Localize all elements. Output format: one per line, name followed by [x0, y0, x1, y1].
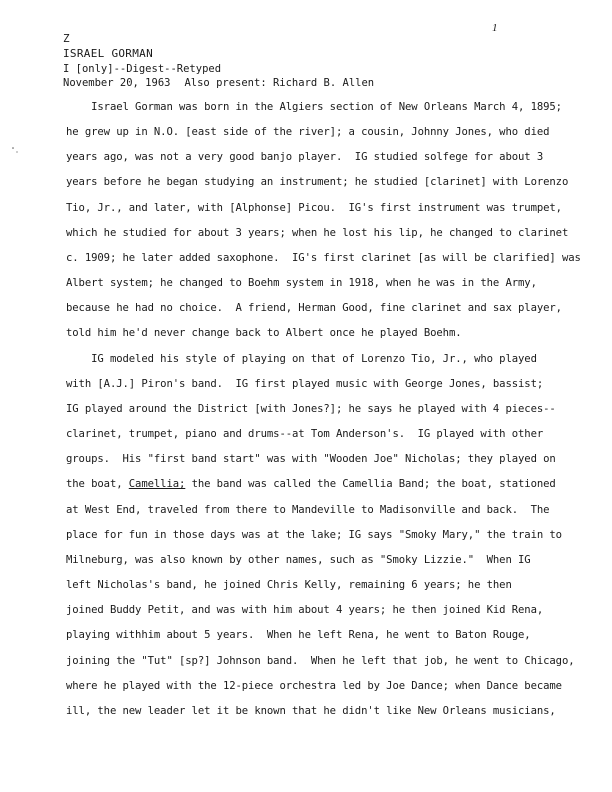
body-line: with [A.J.] Piron's band. IG first played music with George Jones, bassist; [66, 378, 544, 390]
body-line: Israel Gorman was born in the Algiers section of New Orleans March 4, 1895; [66, 101, 562, 113]
body-line: Tio, Jr., and later, with [Alphonse] Picou. IG's first instrument was trumpet, [66, 202, 562, 214]
body-line [66, 478, 556, 490]
line-text: the band was called the Camellia Band; the boat, stationed [185, 478, 556, 490]
page-number: 1 [492, 22, 498, 34]
body-line: joining the "Tut" [sp?] Johnson band. When he left that job, he went to Chicago, [66, 655, 575, 667]
body-line: IG modeled his style of playing on that of Lorenzo Tio, Jr., who played [66, 353, 537, 365]
body-line: playing withhim about 5 years. When he left Rena, he went to Baton Rouge, [66, 629, 531, 641]
body-line: c. 1909; he later added saxophone. IG's first clarinet [as will be clarified] was [66, 252, 581, 264]
body-line: because he had no choice. A friend, Herman Good, fine clarinet and sax player, [66, 302, 562, 314]
interview-date: November 20, 1963 [63, 77, 171, 89]
header-line: I [only]--Digest--Retyped [63, 63, 222, 75]
body-line: he grew up in N.O. [east side of the river]; a cousin, Johnny Jones, who died [66, 126, 550, 138]
line-text: the boat, [66, 478, 129, 490]
body-line: place for fun in those days was at the lake; IG says "Smoky Mary," the train to [66, 529, 562, 541]
also-present: Also present: Richard B. Allen [184, 77, 375, 89]
section-letter: Z [63, 32, 70, 45]
body-line: joined Buddy Petit, and was with him about 4 years; he then joined Kid Rena, [66, 604, 544, 616]
body-line: where he played with the 12-piece orchestra led by Joe Dance; when Dance became [66, 680, 562, 692]
body-line: IG played around the District [with Jones?]; he says he played with 4 pieces-- [66, 403, 556, 415]
scan-specks [10, 140, 22, 170]
body-line: ill, the new leader let it be known that he didn't like New Orleans musicians, [66, 705, 556, 717]
body-line: clarinet, trumpet, piano and drums--at Tom Anderson's. IG played with other [66, 428, 544, 440]
body-line: left Nicholas's band, he joined Chris Kelly, remaining 6 years; he then [66, 579, 512, 591]
body-line: years ago, was not a very good banjo player. IG studied solfege for about 3 [66, 151, 544, 163]
body-line: which he studied for about 3 years; when he lost his lip, he changed to clarinet [66, 227, 569, 239]
subject-name: ISRAEL GORMAN [63, 47, 153, 60]
body-line: Albert system; he changed to Boehm system in 1918, when he was in the Army, [66, 277, 537, 289]
date-line [63, 77, 374, 89]
body-line: told him he'd never change back to Albert once he played Boehm. [66, 327, 462, 339]
body-line: at West End, traveled from there to Mandeville to Madisonville and back. The [66, 504, 550, 516]
body-line: groups. His "first band start" was with "Wooden Joe" Nicholas; they played on [66, 453, 556, 465]
boat-name-underlined: Camellia; [128, 478, 186, 490]
body-line: Milneburg, was also known by other names, such as "Smoky Lizzie." When IG [66, 554, 531, 566]
body-line: years before he began studying an instrument; he studied [clarinet] with Lorenzo [66, 176, 569, 188]
